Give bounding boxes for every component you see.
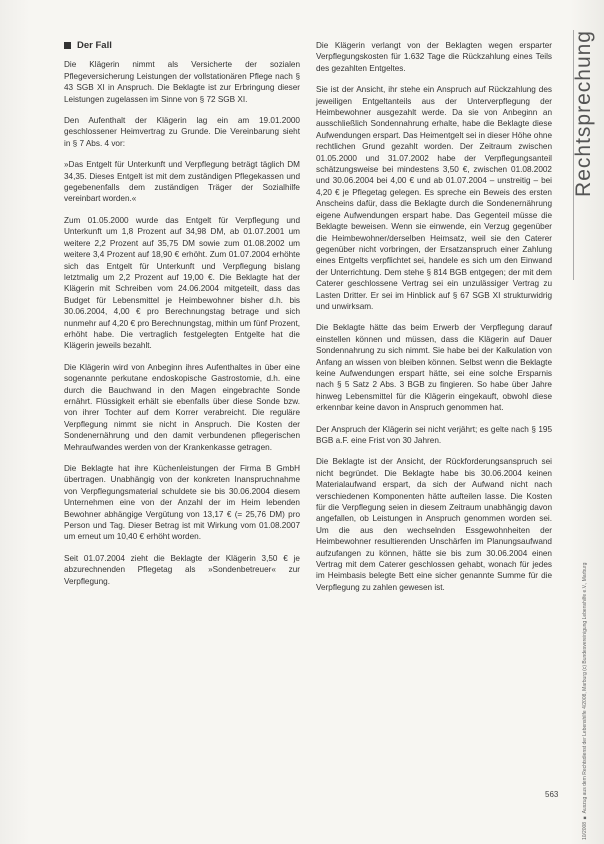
section-side-title: Rechtsprechung [572,30,595,197]
section-heading-text: Der Fall [77,40,112,51]
right-column [316,40,552,603]
paragraph: Den Aufenthalt der Klägerin lag ein am 19.01.2000 geschlossener Heimvertrag zu Grunde. Die Vereinbarung sieht in § 7 Abs. 4 vor: [64,116,300,148]
paragraph: Der Anspruch der Klägerin sei nicht verjährt; es gelte nach § 195 BGB a.F. eine Frist von 30 Jahren. [316,424,552,445]
paragraph: Seit 01.07.2004 zieht die Beklagte der Klägerin 3,50 € je abzurechnenden Pflegetag als »Sondenbetreuer« zur Verpflegung. [64,553,300,586]
left-column [64,40,300,597]
side-footer-note: 10/2008 ■ Auszug aus dem Rechtsdienst der Lebenshilfe 4/2008, Marburg (c) Bundesvereinigung Lebenshilfe e.V., Marburg [582,562,588,840]
paragraph: Die Klägerin nimmt als Versicherte der sozialen Pflegeversicherung Leistungen der vollstationären Pflege nach § 43 SGB XI in Anspruch. Die Beklagte ist zur Erbringung dieser Leistungen zugelassen im Sinne von § 72 SGB XI. [64,60,300,104]
paragraph: Zum 01.05.2000 wurde das Entgelt für Verpflegung und Unterkunft um 1,8 Prozent auf 34,98 DM, ab 01.07.2001 um weitere 2,2 Prozent auf 35,75 DM sowie zum 01.08.2002 um weitere 3,4 Prozent auf 18,90 € erhöht. Zum 01.07.2004 erhöhte sich das Entgelt für Unterkunft und Verpflegung bislang letztmalig um 2,2 Prozent auf 19,00 €. Die Beklagte hat der Klägerin mit Schreiben vom 24.06.2004 mitgeteilt, dass das Budget für Lebensmittel je Heimbewohner bisher d.h. bis 30.06.2004, 4,00 € pro Berechnungstag betrage und sich nunmehr auf 4,20 € pro Berechnungstag, mithin um fünf Prozent, erhöht habe. Die vertraglich festgelegten Entgelte hat die Klägerin jeweils bezahlt. [64,215,300,351]
paragraph: Die Beklagte ist der Ansicht, der Rückforderungsanspruch sei nicht begründet. Die Beklagte habe bis 30.06.2004 keinen Materialaufwand erspart, da sich der Aufwand nicht nach verschiedenen Komponenten hätte aufteilen lasse. Die Kosten für die Verpflegung seien in diesem Zeitraum unabhängig davon angefallen, ob Leistungen in Anspruch genommen worden sei. Um die aus den wechselnden Essgewohnheiten der Heimbewohner resultierenden Unschärfen im Planungsaufwand aufzufangen zu können, hätte sie bis zum 30.06.2004 einen Vertrag mit dem Caterer geschlossen gehabt, wonach für jedes im Heimbasis belegte Bett eine sicher genannte Summe für die Verpflegung zu zahlen gewesen ist. [316,457,552,592]
paragraph: Die Klägerin wird von Anbeginn ihres Aufenthaltes in über eine sogenannte perkutane endoskopische Gastrostomie, d.h. eine durch die Bauchwand in den Magen eingebrachte Sonde ernährt. Flüssigkeit erhält sie ebenfalls über diese Sonde bzw. von ihrer Tochter auf dem Korrer verabreicht. Die reguläre Verpflegung nimmt sie nicht in Anspruch. Die Kosten der Sondenernährung und den damit verbundenen pflegerischen Mehraufwandes werden von der Krankenkasse getragen. [64,362,300,452]
paragraph: Die Klägerin verlangt von der Beklagten wegen ersparter Verpflegungskosten für 1.632 Tage die Rückzahlung eines Teils des gezahlten Entgeltes. [316,41,552,73]
paragraph: Sie ist der Ansicht, ihr stehe ein Anspruch auf Rückzahlung des jeweiligen Entgeltanteils aus der Unterverpflegung der Heimbewohner ausgezahlt werde. Da sie von Anbeginn an ausschließlich Sondennahrung erhalte, habe die Beklagte diese Aufwendungen erspart. Das Heimentgelt sei in dieser Höhe ohne rechtlichen Grund gezahlt worden. Der Zeitraum zwischen 01.05.2000 und 31.07.2002 habe der Verpflegungsanteil schätzungsweise bei mindestens 3,50 €, zwischen 01.08.2002 und 30.06.2004 bei 4,00 € und ab 01.07.2004 – unstreitig – bei 4,20 € je Pflegetag gelegen. Es spreche ein Beweis des ersten Anscheins dafür, dass die Beklagte durch die Sondenernährung eigene Aufwendungen erspart habe. Das Gegenteil müsse die Beklagte beweisen. Wenn sie einwende, ein Verzug gegenüber die Heimbewohner/derselben Heimsatz, weil sie den Caterer gegenüber nicht vorbringen, der Ersatzanspruch einer Zahlung eines Entgelts verpflichtet sei, handele es sich um den Einwand der Unterrichtung. Dem stehe § 814 BGB entgegen; der mit dem Caterer geschlossene Vertrag sei ein unzulässiger Vertrag zu Lasten Dritter. Er sei im Hinblick auf § 67 SGB XI strukturwidrig und unwirksam. [316,85,552,311]
page-number: 563 [545,790,559,799]
square-bullet-icon [64,42,71,49]
section-heading [64,40,300,51]
paragraph: Die Beklagte hat ihre Küchenleistungen der Firma B GmbH übertragen. Unabhängig von der konkreten Inanspruchnahme von Verpflegungsmaterial schuldete sie bis 30.06.2004 diesem Unternehmen eine von der Anzahl der im Heim lebenden Bewohner abhängige Vergütung von 13,17 € (= 25,76 DM) pro Person und Tag. Dieser Betrag ist mit Wirkung vom 01.08.2007 um erneut um 10,40 € erhöht worden. [64,464,300,542]
paragraph: »Das Entgelt für Unterkunft und Verpflegung beträgt täglich DM 34,35. Dieses Entgelt ist mit dem zuständigen Pflegekassen und gegebenenfalls dem zuständigen Träger der Sozialhilfe vereinbart worden.« [64,160,300,204]
paragraph: Die Beklagte hätte das beim Erwerb der Verpflegung darauf einstellen können und müssen, dass die Klägerin auf Dauer Sondennahrung zu sich nimmt. Sie habe bei der Kalkulation von Anfang an wissen von bleiben können. Selbst wenn die Beklagte keine Aufwendungen erspart hätte, sei eine solche Ersparnis nach § 5 Satz 2 Abs. 3 BGB zu fingieren. So habe über Jahre hinweg Lebensmittel für die Klägerin eingekauft, obwohl diese erkennbar keine davon in Anspruch genommen hat. [316,323,552,413]
